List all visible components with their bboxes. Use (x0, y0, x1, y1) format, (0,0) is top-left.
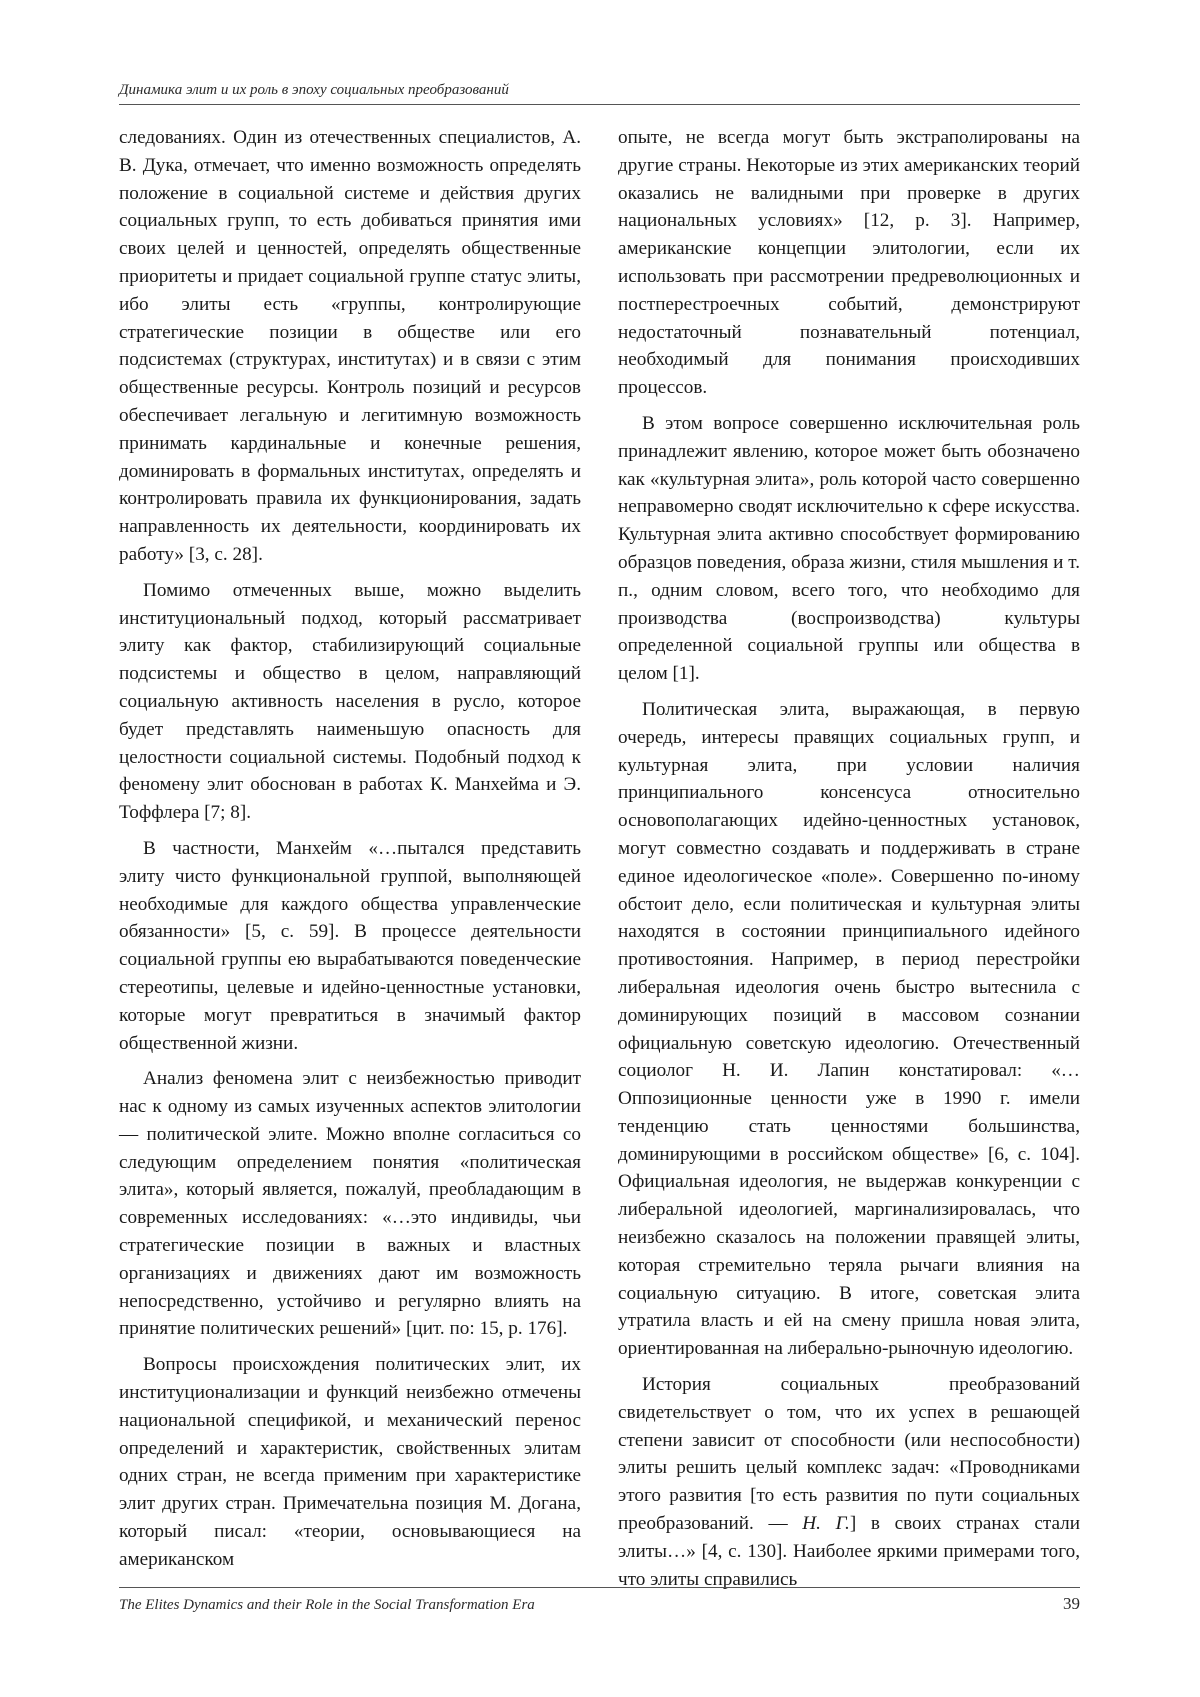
paragraph: Помимо отмеченных выше, можно выделить институциональный подход, который рассматривает элиту как фактор, стабилизирующий социальные подсистемы и общество в целом, направляющий социальную активность населения в русло, которое будет представлять наименьшую опасность для целостности социальной системы. Подобный подход к феномену элит обоснован в работах К. Манхейма и Э. Тоффлера [7; 8]. (119, 579, 581, 824)
paragraph: следованиях. Один из отечественных специалистов, А. В. Дука, отмечает, что именно возможность определять положение в социальной системе и действия других социальных групп, то есть добиваться принятия ими своих целей и ценностей, определять общественные приоритеты и придает социальной группе статус элиты, ибо элиты есть «группы, контролирующие стратегические позиции в обществе или его подсистемах (структурах, институтах) и в связи с этим общественные ресурсы. Контроль позиций и ресурсов обеспечивает легальную и легитимную возможность принимать кардинальные и конечные решения, доминировать в формальных институтах, определять и контролировать правила их функционирования, задать направленность их деятельности, координировать их работу» [3, с. 28]. (119, 127, 581, 565)
footer-journal-title: The Elites Dynamics and their Role in the Social Transformation Era (119, 1597, 535, 1613)
header-rule (119, 104, 1080, 105)
paragraph: Политическая элита, выражающая, в первую очередь, интересы правящих социальных групп, и культурная элита, при условии наличия принципиального консенсуса относительно основополагающих идейно-ценностных установок, могут совместно создавать и поддерживать в стране единое идеологическое «поле». Совершенно по-иному обстоит дело, если политическая и культурная элиты находятся в состоянии принципиального идейного противостояния. Например, в период перестройки либеральная идеология очень быстро вытеснила с доминирующих позиций в массовом сознании официальную советскую идеологию. Отечественный социолог Н. И. Лапин констатировал: «…Оппозиционные ценности уже в 1990 г. имели тенденцию стать ценностями большинства, доминирующими в российском обществе» [6, с. 104]. Официальная идеология, не выдержав конкуренции с либеральной идеологией, маргинализировалась, что неизбежно сказалось на положении правящей элиты, которая стремительно теряла рычаги влияния на социальную ситуацию. В итоге, советская элита утратила власть и ей на смену пришла новая элита, ориентированная на либерально-рыночную идеологию. (618, 698, 1080, 1360)
running-head: Динамика элит и их роль в эпоху социальных преобразований (119, 82, 509, 98)
paragraph: Вопросы происхождения политических элит, их институционализации и функций неизбежно отмечены национальной спецификой, и механический перенос определений и характеристик, свойственных элитам одних стран, не всегда применим при характеристике элит других стран. Примечательна позиция М. Догана, который писал: «теории, основывающиеся на американском (119, 1354, 581, 1570)
paragraph: опыте, не всегда могут быть экстраполированы на другие страны. Некоторые из этих американских теорий оказались не валидными при проверке в других национальных условиях» [12, p. 3]. Например, американские концепции элитологии, если их использовать при рассмотрении предреволюционных и постперестроечных событий, демонстрируют недостаточный познавательный потенциал, необходимый для понимания происходивших процессов. (618, 127, 1080, 399)
page-number: 39 (1063, 1594, 1080, 1613)
left-column (119, 124, 581, 1574)
right-column (618, 124, 1080, 1593)
paragraph-text: История социальных преобразований свидетельствует о том, что их успех в решающей степени зависит от способности (или неспособности) элиты решить целый комплекс задач: «Проводниками этого развития [то есть развития по пути социальных преобразований. — (618, 1374, 1080, 1535)
paragraph-text: ] в своих странах стали элиты…» [4, с. 130]. Наиболее яркими примерами того, что элиты справились (618, 1513, 1081, 1590)
author-initials: Н. Г. (802, 1513, 850, 1535)
paragraph (618, 1371, 1080, 1593)
paragraph: В этом вопросе совершенно исключительная роль принадлежит явлению, которое может быть обозначено как «культурная элита», роль которой часто совершенно неправомерно сводят исключительно к сфере искусства. Культурная элита активно способствует формированию образцов поведения, образа жизни, стиля мышления и т. п., одним словом, всего того, что необходимо для производства (воспроизводства) культуры определенной социальной группы или общества в целом [1]. (618, 412, 1080, 685)
footer-rule (119, 1587, 1080, 1588)
paragraph: В частности, Манхейм «…пытался представить элиту чисто функциональной группой, выполняющей необходимые для каждого общества управленческие обязанности» [5, с. 59]. В процессе деятельности социальной группы ею вырабатываются поведенческие стереотипы, целевые и идейно-ценностные установки, которые могут превратиться в значимый фактор общественной жизни. (119, 837, 581, 1054)
paragraph: Анализ феномена элит с неизбежностью приводит нас к одному из самых изученных аспектов элитологии — политической элите. Можно вполне согласиться со следующим определением понятия «политическая элита», который является, пожалуй, преобладающим в современных исследованиях: «…это индивиды, чьи стратегические позиции в важных и властных организациях и движениях дают им возможность непосредственно, устойчиво и регулярно влиять на принятие политических решений» [цит. по: 15, p. 176]. (119, 1068, 581, 1340)
